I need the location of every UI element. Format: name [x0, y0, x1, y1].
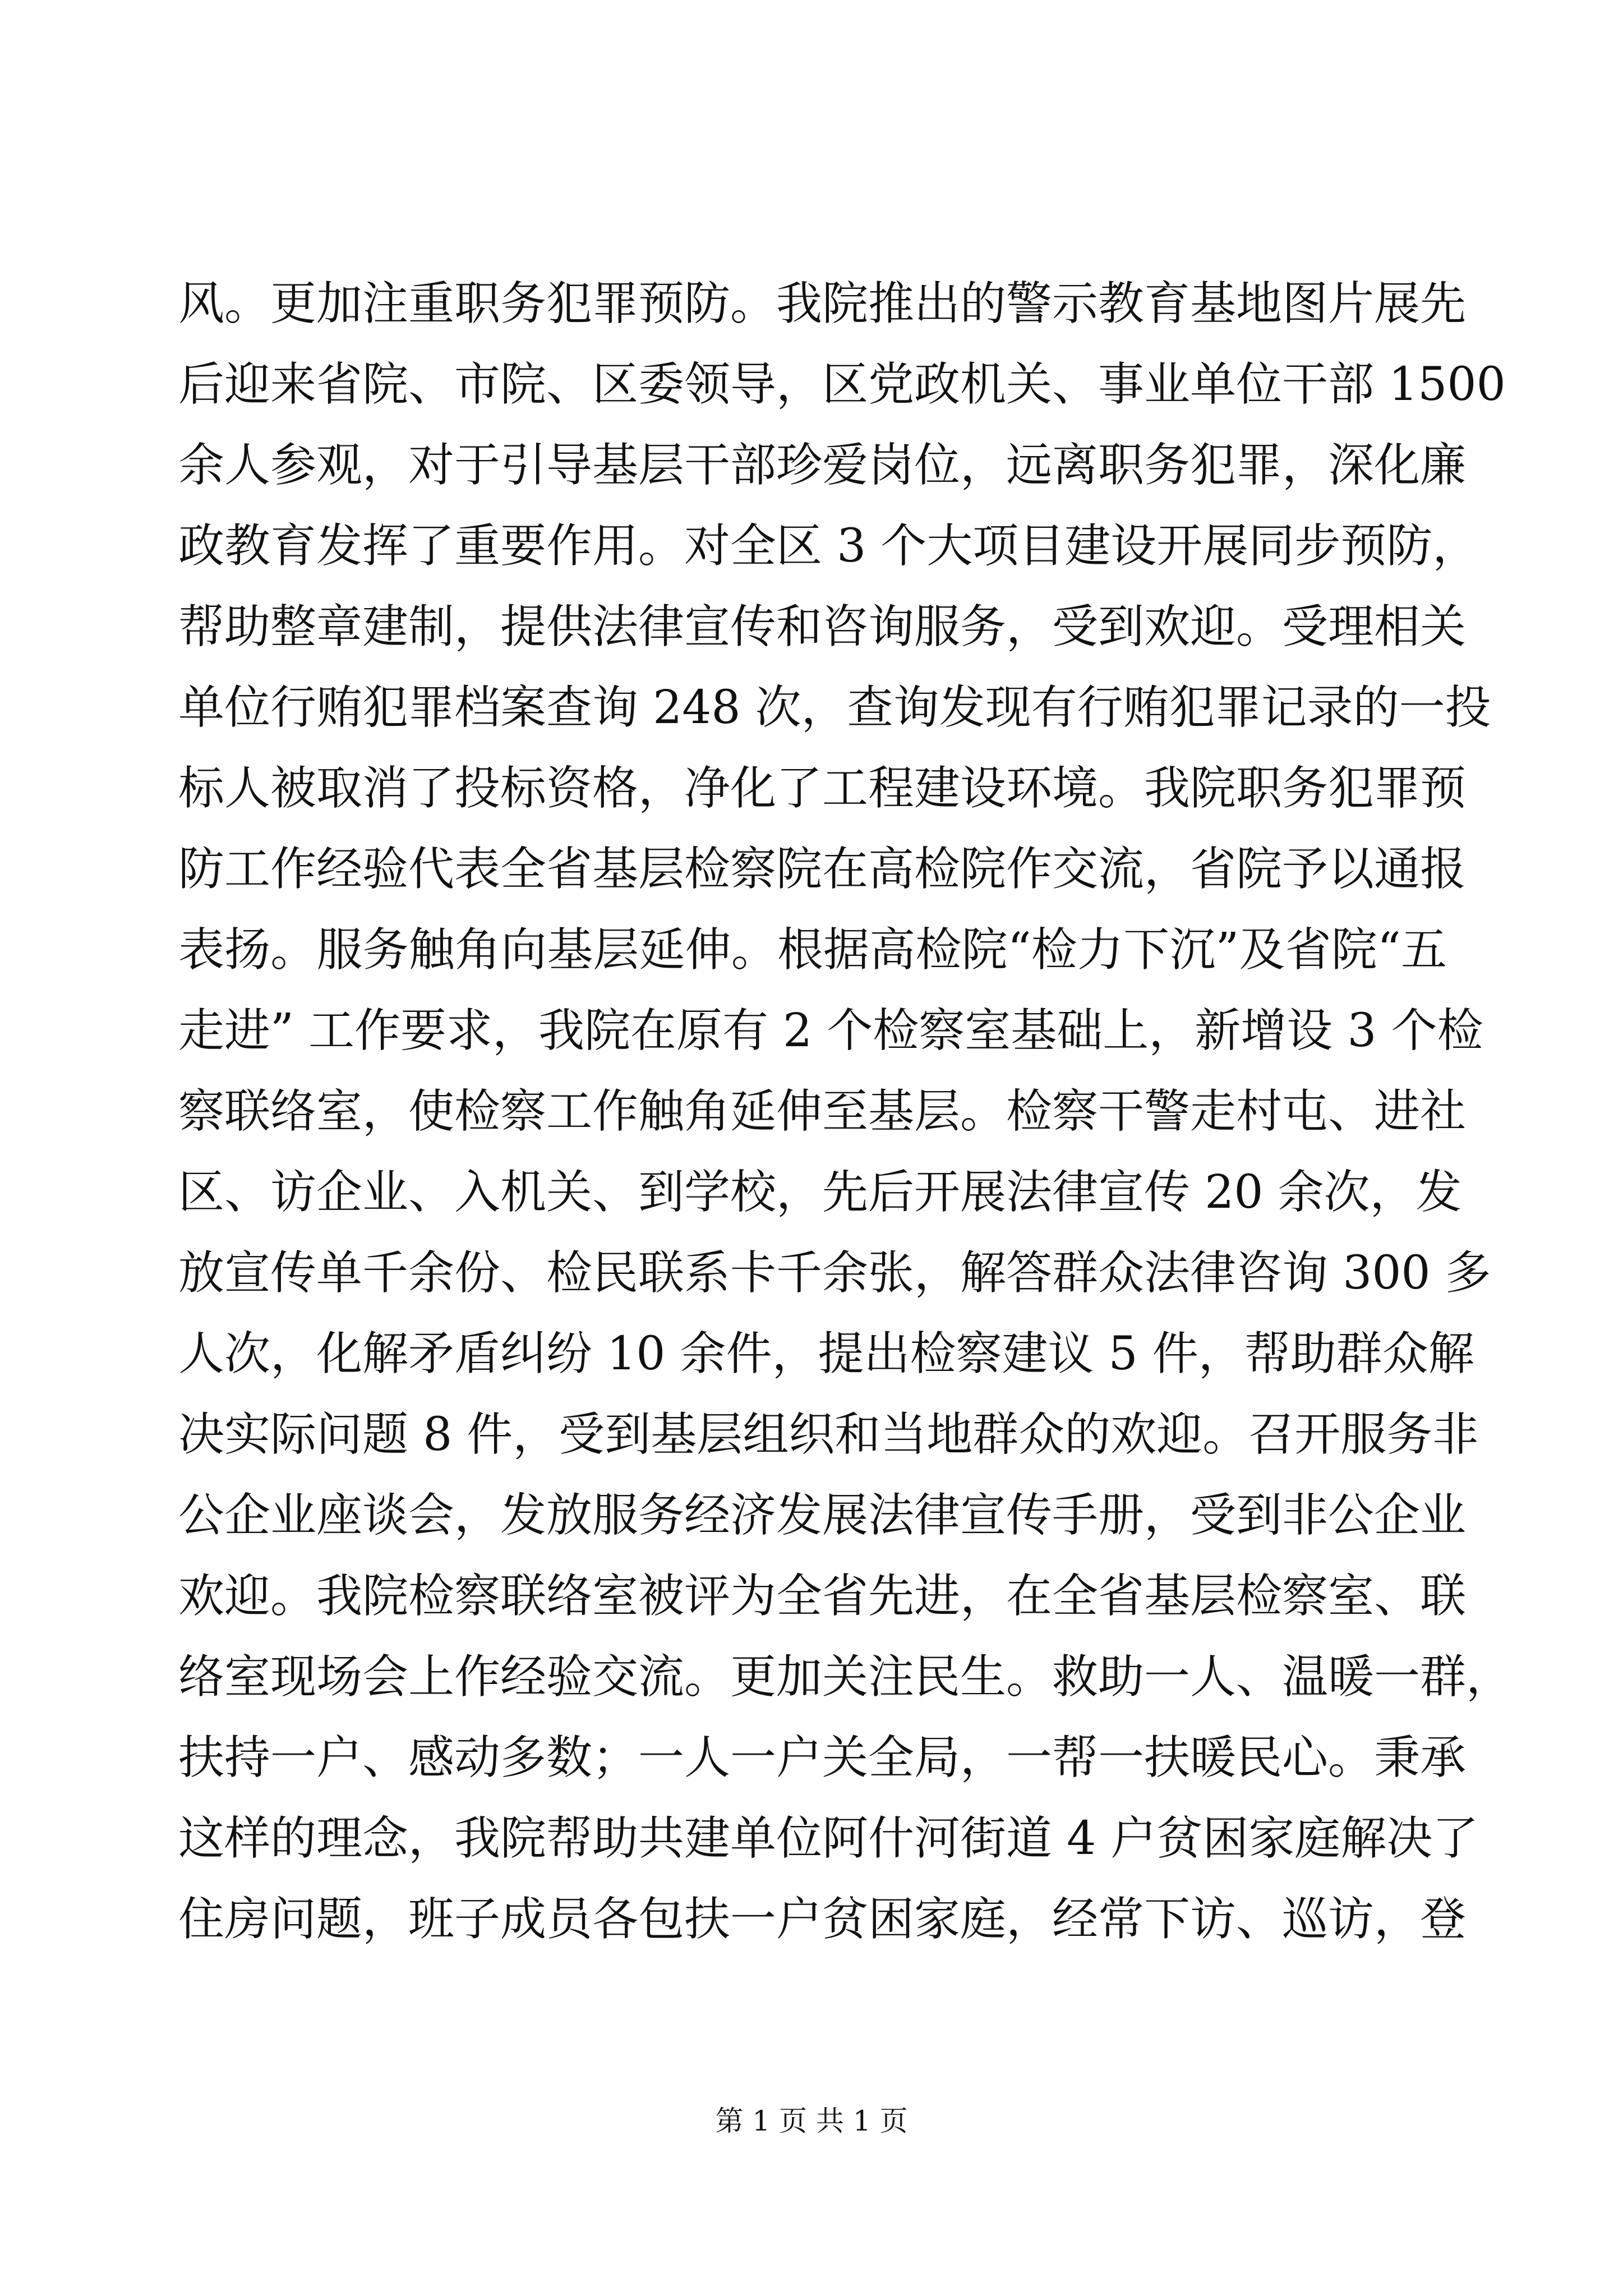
text-line: 单位行贿犯罪档案查询 248 次，查询发现有行贿犯罪记录的一投 — [178, 681, 1491, 734]
text-line: 余人参观，对于引导基层干部珍爱岗位，远离职务犯罪，深化廉 — [178, 439, 1467, 492]
text-line: 络室现场会上作经验交流。更加关注民生。救助一人、温暖一群， — [178, 1650, 1513, 1704]
text-line: 后迎来省院、市院、区委领导，区党政机关、事业单位干部 1500 — [178, 358, 1506, 411]
page-number-footer: 第 1 页 共 1 页 — [715, 2105, 908, 2137]
body-paragraph — [178, 264, 1513, 1960]
text-line: 这样的理念，我院帮助共建单位阿什河街道 4 户贫困家庭解决了 — [178, 1812, 1479, 1865]
text-line: 帮助整章建制，提供法律宣传和咨询服务，受到欢迎。受理相关 — [178, 600, 1467, 654]
text-line: 扶持一户、感动多数；一人一户关全局，一帮一扶暖民心。秉承 — [178, 1731, 1467, 1784]
text-line: 决实际问题 8 件，受到基层组织和当地群众的欢迎。召开服务非 — [178, 1408, 1479, 1461]
text-line: 人次，化解矛盾纠纷 10 余件，提出检察建议 5 件，帮助群众解 — [178, 1327, 1474, 1381]
text-line: 放宣传单千余份、检民联系卡千余张，解答群众法律咨询 300 多 — [178, 1246, 1491, 1300]
text-line: 政教育发挥了重要作用。对全区 3 个大项目建设开展同步预防， — [178, 519, 1479, 573]
text-line: 住房问题，班子成员各包扶一户贫困家庭，经常下访、巡访，登 — [178, 1893, 1467, 1946]
text-line: 标人被取消了投标资格，净化了工程建设环境。我院职务犯罪预 — [178, 762, 1467, 815]
text-line: 走进” 工作要求，我院在原有 2 个检察室基础上，新增设 3 个检 — [178, 1004, 1483, 1057]
text-line: 表扬。服务触角向基层延伸。根据高检院“检力下沉”及省院“五 — [178, 923, 1447, 977]
text-line: 察联络室，使检察工作触角延伸至基层。检察干警走村屯、进社 — [178, 1085, 1467, 1138]
text-line: 公企业座谈会，发放服务经济发展法律宣传手册，受到非公企业 — [178, 1489, 1467, 1542]
text-line: 风。更加注重职务犯罪预防。我院推出的警示教育基地图片展先 — [178, 277, 1467, 330]
text-line: 防工作经验代表全省基层检察院在高检院作交流，省院予以通报 — [178, 843, 1467, 896]
text-line: 区、访企业、入机关、到学校，先后开展法律宣传 20 余次，发 — [178, 1166, 1462, 1219]
text-line: 欢迎。我院检察联络室被评为全省先进，在全省基层检察室、联 — [178, 1570, 1467, 1623]
